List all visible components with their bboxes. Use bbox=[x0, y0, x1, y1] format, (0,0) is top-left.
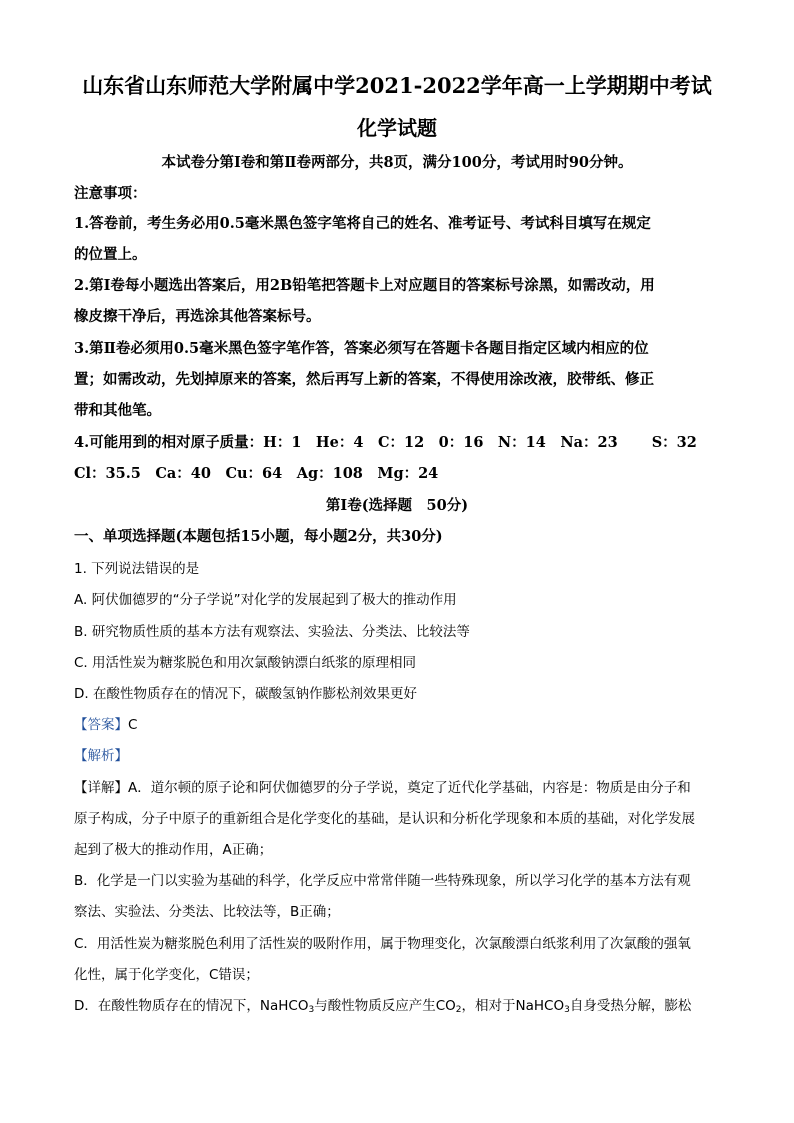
detail-d-subscript-3: 3 bbox=[564, 1005, 570, 1015]
detail-a-line-3: 起到了极大的推动作用，A正确； bbox=[74, 842, 273, 858]
notes-heading: 注意事项： bbox=[74, 185, 147, 202]
detail-b-line-1: B．化学是一门以实验为基础的科学，化学反应中常常伴随一些特殊现象，所以学习化学的基本方法有观 bbox=[74, 873, 691, 889]
detail-tag: 【详解】 bbox=[74, 780, 128, 796]
note-4-line-1 bbox=[74, 431, 724, 452]
atomic-masses-b: S：32 bbox=[651, 434, 697, 451]
note-2-line-2: 橡皮擦干净后，再选涂其他答案标号。 bbox=[74, 308, 321, 325]
detail-d-text-3: ，相对于NaHCO bbox=[461, 998, 565, 1014]
exam-intro: 本试卷分第Ⅰ卷和第Ⅱ卷两部分，共8页，满分100分，考试用时90分钟。 bbox=[161, 154, 633, 171]
detail-d-text-2: 与酸性物质反应产生CO bbox=[314, 998, 456, 1014]
note-2-line-1: 2.第Ⅰ卷每小题选出答案后，用2B铅笔把答题卡上对应题目的答案标号涂黑，如需改动，用 bbox=[74, 277, 655, 294]
part-heading: 一、单项选择题(本题包括15小题，每小题2分，共30分) bbox=[74, 528, 443, 545]
answer-value: C bbox=[128, 717, 138, 733]
detail-d-subscript-2: 2 bbox=[455, 1005, 462, 1015]
volume-heading: 第Ⅰ卷(选择题 50分) bbox=[325, 497, 469, 514]
note-1-line-2: 的位置上。 bbox=[74, 246, 147, 263]
detail-d-subscript-1: 3 bbox=[308, 1005, 315, 1015]
note-4-line-2: Cl：35.5 Ca：40 Cu：64 Ag：108 Mg：24 bbox=[74, 465, 439, 482]
detail-d-text-4: 自身受热分解，膨松 bbox=[569, 998, 692, 1014]
option-d: D. 在酸性物质存在的情况下，碳酸氢钠作膨松剂效果更好 bbox=[74, 686, 417, 702]
note-3-line-3: 带和其他笔。 bbox=[74, 402, 161, 419]
question-1-stem: 1. 下列说法错误的是 bbox=[74, 561, 200, 577]
detail-c-line-1: C．用活性炭为糖浆脱色利用了活性炭的吸附作用，属于物理变化，次氯酸漂白纸浆利用了次氯酸的强氧 bbox=[74, 936, 691, 952]
detail-a-line-2: 原子构成，分子中原子的重新组合是化学变化的基础，是认识和分析化学现象和本质的基础，对化学发展 bbox=[74, 811, 695, 827]
note-3-line-2: 置；如需改动，先划掉原来的答案，然后再写上新的答案，不得使用涂改液，胶带纸、修正 bbox=[74, 371, 654, 388]
analysis-tag: 【解析】 bbox=[74, 748, 128, 764]
option-a: A. 阿伏伽德罗的“分子学说”对化学的发展起到了极大的推动作用 bbox=[74, 592, 457, 608]
note-1-line-1: 1.答卷前，考生务必用0.5毫米黑色签字笔将自己的姓名、准考证号、考试科目填写在规定 bbox=[74, 215, 651, 232]
atomic-masses-a: H：1 He：4 C：12 0：16 N：14 Na：23 bbox=[263, 434, 618, 451]
note-4-prefix: 4.可能用到的相对原子质量： bbox=[74, 434, 264, 451]
detail-d-text-1: D．在酸性物质存在的情况下，NaHCO bbox=[74, 998, 309, 1014]
detail-b-line-2: 察法、实验法、分类法、比较法等，B正确； bbox=[74, 904, 340, 920]
detail-a-line-1 bbox=[74, 776, 724, 796]
answer-line bbox=[74, 713, 724, 733]
analysis-line bbox=[74, 744, 724, 764]
note-3-line-1: 3.第Ⅱ卷必须用0.5毫米黑色签字笔作答，答案必须写在答题卡各题目指定区域内相应的位 bbox=[74, 340, 649, 357]
detail-d-line-1 bbox=[74, 994, 724, 1014]
exam-subject: 化学试题 bbox=[357, 116, 437, 140]
detail-a-text-1: A．道尔顿的原子论和阿伏伽德罗的分子学说，奠定了近代化学基础，内容是：物质是由分子和 bbox=[128, 780, 691, 796]
answer-tag: 【答案】 bbox=[74, 717, 128, 733]
option-b: B. 研究物质性质的基本方法有观察法、实验法、分类法、比较法等 bbox=[74, 624, 470, 640]
option-c: C. 用活性炭为糖浆脱色和用次氯酸钠漂白纸浆的原理相同 bbox=[74, 655, 417, 671]
detail-c-line-2: 化性，属于化学变化，C错误； bbox=[74, 967, 259, 983]
exam-title: 山东省山东师范大学附属中学2021-2022学年高一上学期期中考试 bbox=[82, 73, 712, 98]
